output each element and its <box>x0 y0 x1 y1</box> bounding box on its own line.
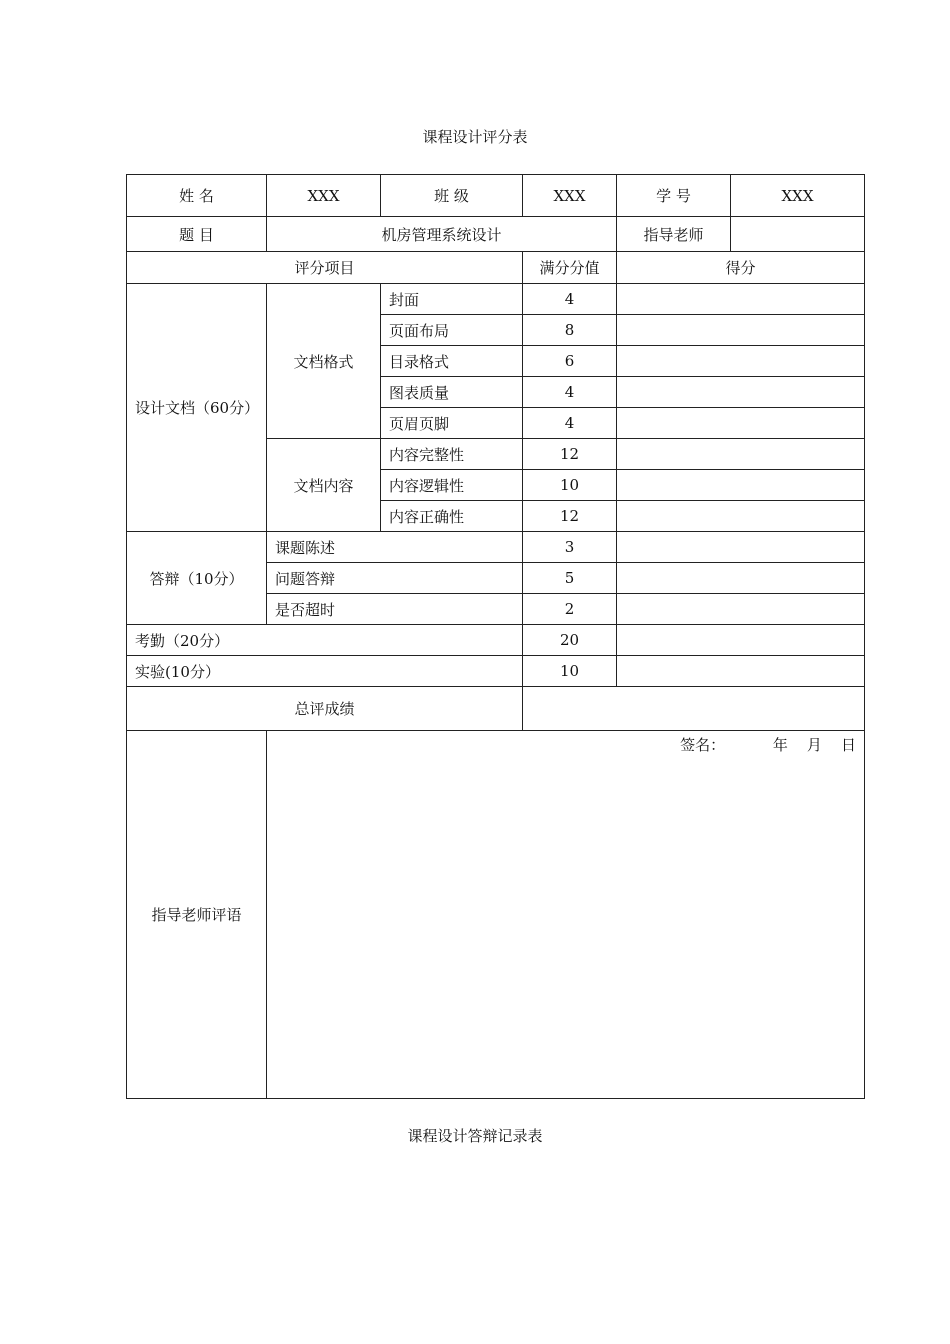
student-id-label: 学 号 <box>617 175 731 217</box>
experiment-label: 实验(10分） <box>127 656 523 687</box>
doc-format-label: 文档格式 <box>267 284 381 439</box>
item-name: 内容正确性 <box>381 501 523 532</box>
signature-line: 签名： 年 月 日 <box>680 736 856 754</box>
item-name: 页面布局 <box>381 315 523 346</box>
item-name: 问题答辩 <box>267 563 523 594</box>
item-name: 课题陈述 <box>267 532 523 563</box>
item-max: 6 <box>523 346 617 377</box>
advisor-label: 指导老师 <box>617 217 731 252</box>
name-value: XXX <box>267 175 381 217</box>
item-max: 12 <box>523 501 617 532</box>
total-row <box>127 687 865 731</box>
table-row <box>127 656 865 687</box>
item-name: 内容逻辑性 <box>381 470 523 501</box>
header-row-student <box>127 175 865 217</box>
item-name: 封面 <box>381 284 523 315</box>
total-label: 总评成绩 <box>127 687 523 731</box>
table-row <box>127 532 865 563</box>
item-max: 8 <box>523 315 617 346</box>
table-row <box>127 284 865 315</box>
item-max: 12 <box>523 439 617 470</box>
item-max: 5 <box>523 563 617 594</box>
item-name: 图表质量 <box>381 377 523 408</box>
doc-content-label: 文档内容 <box>267 439 381 532</box>
header-row-topic <box>127 217 865 252</box>
item-max: 3 <box>523 532 617 563</box>
column-max-header: 满分分值 <box>523 252 617 284</box>
score-cell <box>617 532 865 563</box>
score-cell <box>617 656 865 687</box>
defense-label: 答辩（10分） <box>127 532 267 625</box>
comment-row <box>127 731 865 1099</box>
grading-table <box>126 174 865 1099</box>
score-cell <box>617 625 865 656</box>
page-title: 课程设计评分表 <box>422 128 528 146</box>
experiment-max: 10 <box>523 656 617 687</box>
table-row <box>127 625 865 656</box>
item-max: 4 <box>523 284 617 315</box>
score-cell <box>617 470 865 501</box>
column-score-header: 得分 <box>617 252 865 284</box>
comment-area <box>267 731 865 1099</box>
score-cell <box>617 594 865 625</box>
advisor-value <box>731 217 865 252</box>
score-cell <box>617 563 865 594</box>
score-cell <box>617 346 865 377</box>
item-name: 页眉页脚 <box>381 408 523 439</box>
column-item-header: 评分项目 <box>127 252 523 284</box>
class-value: XXX <box>523 175 617 217</box>
name-label: 姓 名 <box>127 175 267 217</box>
defense-record-title: 课程设计答辩记录表 <box>407 1127 543 1145</box>
item-name: 是否超时 <box>267 594 523 625</box>
score-cell <box>617 284 865 315</box>
item-max: 2 <box>523 594 617 625</box>
item-name: 目录格式 <box>381 346 523 377</box>
topic-value: 机房管理系统设计 <box>267 217 617 252</box>
score-cell <box>617 439 865 470</box>
topic-label: 题 目 <box>127 217 267 252</box>
item-max: 10 <box>523 470 617 501</box>
class-label: 班 级 <box>381 175 523 217</box>
item-max: 4 <box>523 408 617 439</box>
attendance-label: 考勤（20分） <box>127 625 523 656</box>
attendance-max: 20 <box>523 625 617 656</box>
score-cell <box>617 377 865 408</box>
score-cell <box>617 315 865 346</box>
item-name: 内容完整性 <box>381 439 523 470</box>
score-cell <box>617 408 865 439</box>
student-id-value: XXX <box>731 175 865 217</box>
score-cell <box>617 501 865 532</box>
design-doc-label: 设计文档（60分） <box>127 284 267 532</box>
total-score-cell <box>523 687 865 731</box>
item-max: 4 <box>523 377 617 408</box>
column-header-row <box>127 252 865 284</box>
comment-label: 指导老师评语 <box>127 731 267 1099</box>
